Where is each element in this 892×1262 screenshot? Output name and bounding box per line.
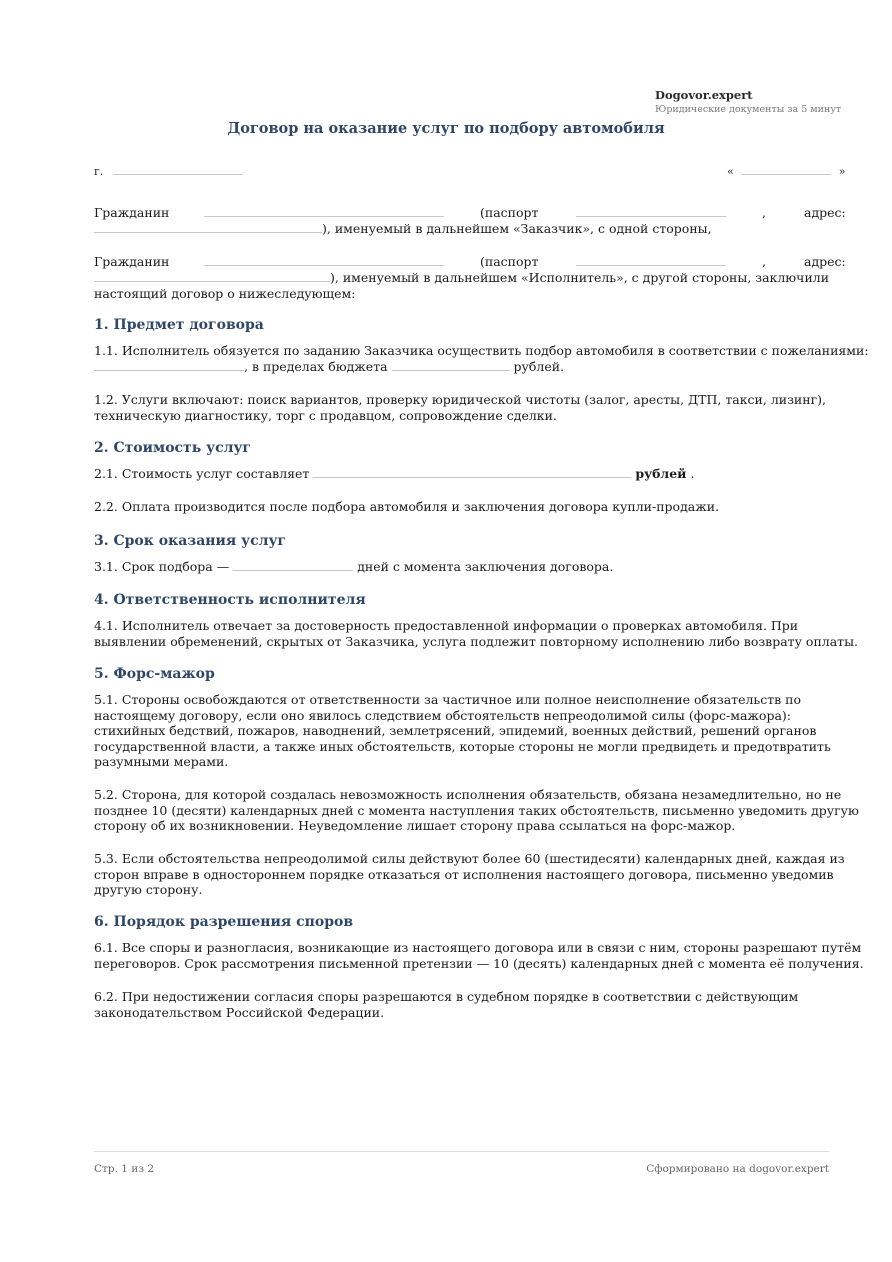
section1-heading: 1. Предмет договора bbox=[94, 317, 264, 333]
brand-block bbox=[655, 88, 841, 116]
section3-heading: 3. Срок оказания услуг bbox=[94, 533, 287, 549]
city-prefix: г. bbox=[94, 165, 104, 178]
party2-line2 bbox=[94, 270, 860, 286]
city-field bbox=[94, 163, 243, 180]
term-days-text: дней с момента заключения договора. bbox=[357, 559, 614, 574]
generated-by: Сформировано на dogovor.expert bbox=[646, 1163, 829, 1175]
date-close-quote: » bbox=[838, 165, 846, 178]
party2-row bbox=[94, 254, 860, 270]
party2-block bbox=[94, 254, 860, 301]
brand-tagline: Юридические документы за 5 минут bbox=[655, 104, 842, 115]
party2-address-blank bbox=[94, 270, 330, 282]
cost-text: 2.1. Стоимость услуг составляет bbox=[94, 466, 310, 481]
section1-clause1-line1: 1.1. Исполнитель обязуется по заданию Заказчика осуществить подбор автомобиля в соответствии с пожеланиями: bbox=[94, 343, 869, 358]
section4-clause1: 4.1. Исполнитель отвечает за достоверность предоставленной информации о проверках автомобиля. При выявлении обременений, скрытых от Заказчика, услуга подлежит повторному исполнению либо возврату оплаты. bbox=[94, 618, 859, 649]
party1-passport: (паспорт bbox=[480, 205, 539, 220]
party1-address-blank bbox=[94, 221, 322, 233]
section5-heading: 5. Форс-мажор bbox=[94, 666, 215, 682]
section6-clause2: 6.2. При недостижении согласия споры разрешаются в судебном порядке в соответствии с действующим законодательством Российской Федерации. bbox=[94, 989, 799, 1020]
party2-passport: (паспорт bbox=[480, 254, 539, 269]
section1-clause1 bbox=[94, 343, 869, 374]
party2-tail: ), именуемый в дальнейшем «Исполнитель», с другой стороны, заключили bbox=[330, 270, 830, 285]
budget-text: , в пределах бюджета bbox=[244, 358, 388, 374]
footer-divider bbox=[94, 1151, 829, 1152]
party2-citizen: Гражданин bbox=[94, 254, 170, 269]
section4-heading: 4. Ответственность исполнителя bbox=[94, 592, 366, 608]
cost-period: . bbox=[690, 466, 695, 481]
term-text: 3.1. Срок подбора — bbox=[94, 559, 230, 574]
city-blank bbox=[113, 163, 243, 175]
party2-tail2: настоящий договор о нижеследующем: bbox=[94, 285, 356, 301]
section5-clause3: 5.3. Если обстоятельства непреодолимой силы действуют более 60 (шестидесяти) календарных дней, каждая из сторон вправе в одностороннем порядке отказаться от исполнения настоящего договора, письменно уведомив другую сторону. bbox=[94, 851, 845, 897]
section1-clause1-line2 bbox=[94, 359, 866, 375]
cost-rubles: рублей bbox=[635, 466, 687, 481]
section3-clause1 bbox=[94, 559, 866, 575]
section5-clause1: 5.1. Стороны освобождаются от ответственности за частичное или полное неисполнение обязательств по настоящему договору, если оно явилось следствием обстоятельств непреодолимой силы (форс-мажора): стихийных бедствий, пожаров, наводнений, землетрясений, эпидемий, военных действий, решений органов государственной власти, а также иных обстоятельств, которые стороны не могли предвидеть и предотвратить разумными мерами. bbox=[94, 692, 831, 769]
section5-clause2: 5.2. Сторона, для которой создалась невозможность исполнения обязательств, обязана незамедлительно, но не позднее 10 (десяти) календарных дней с момента наступления таких обстоятельств, письменно уведомить другую сторону об их возникновении. Неуведомление лишает сторону права ссылаться на форс-мажор. bbox=[94, 787, 859, 833]
party1-row bbox=[94, 205, 860, 221]
section2-clause1 bbox=[94, 466, 866, 482]
section6-clause1: 6.1. Все споры и разногласия, возникающие из настоящего договора или в связи с ним, стороны разрешают путём переговоров. Срок рассмотрения письменной претензии — 10 (десять) календарных дней с момента её получения. bbox=[94, 940, 864, 971]
section2-clause2: 2.2. Оплата производится после подбора автомобиля и заключения договора купли-продажи. bbox=[94, 499, 720, 514]
party1-address: адрес: bbox=[804, 205, 846, 220]
rubles-text: рублей. bbox=[513, 358, 565, 374]
section1-clause2: 1.2. Услуги включают: поиск вариантов, проверку юридической чистоты (залог, аресты, ДТП, такси, лизинг), техническую диагностику, торг с продавцом, сопровождение сделки. bbox=[94, 392, 826, 423]
cost-blank bbox=[313, 466, 631, 478]
document-title: Договор на оказание услуг по подбору автомобиля bbox=[227, 120, 665, 137]
section2-heading: 2. Стоимость услуг bbox=[94, 440, 252, 456]
date-field bbox=[727, 163, 845, 180]
party1-line2 bbox=[94, 221, 860, 237]
party1-comma: , bbox=[762, 205, 766, 220]
party1-block bbox=[94, 205, 860, 237]
wishes-blank bbox=[94, 359, 244, 371]
party2-address: адрес: bbox=[804, 254, 846, 269]
budget-blank bbox=[392, 359, 510, 371]
term-blank bbox=[233, 559, 353, 571]
party1-tail: ), именуемый в дальнейшем «Заказчик», с одной стороны, bbox=[322, 221, 712, 236]
date-blank bbox=[741, 163, 831, 175]
page-number: Стр. 1 из 2 bbox=[94, 1163, 155, 1175]
date-open-quote: « bbox=[727, 165, 734, 178]
brand-name: Dogovor.expert bbox=[655, 88, 753, 102]
party1-citizen: Гражданин bbox=[94, 205, 170, 220]
party2-comma: , bbox=[762, 254, 766, 269]
section6-heading: 6. Порядок разрешения споров bbox=[94, 914, 354, 930]
